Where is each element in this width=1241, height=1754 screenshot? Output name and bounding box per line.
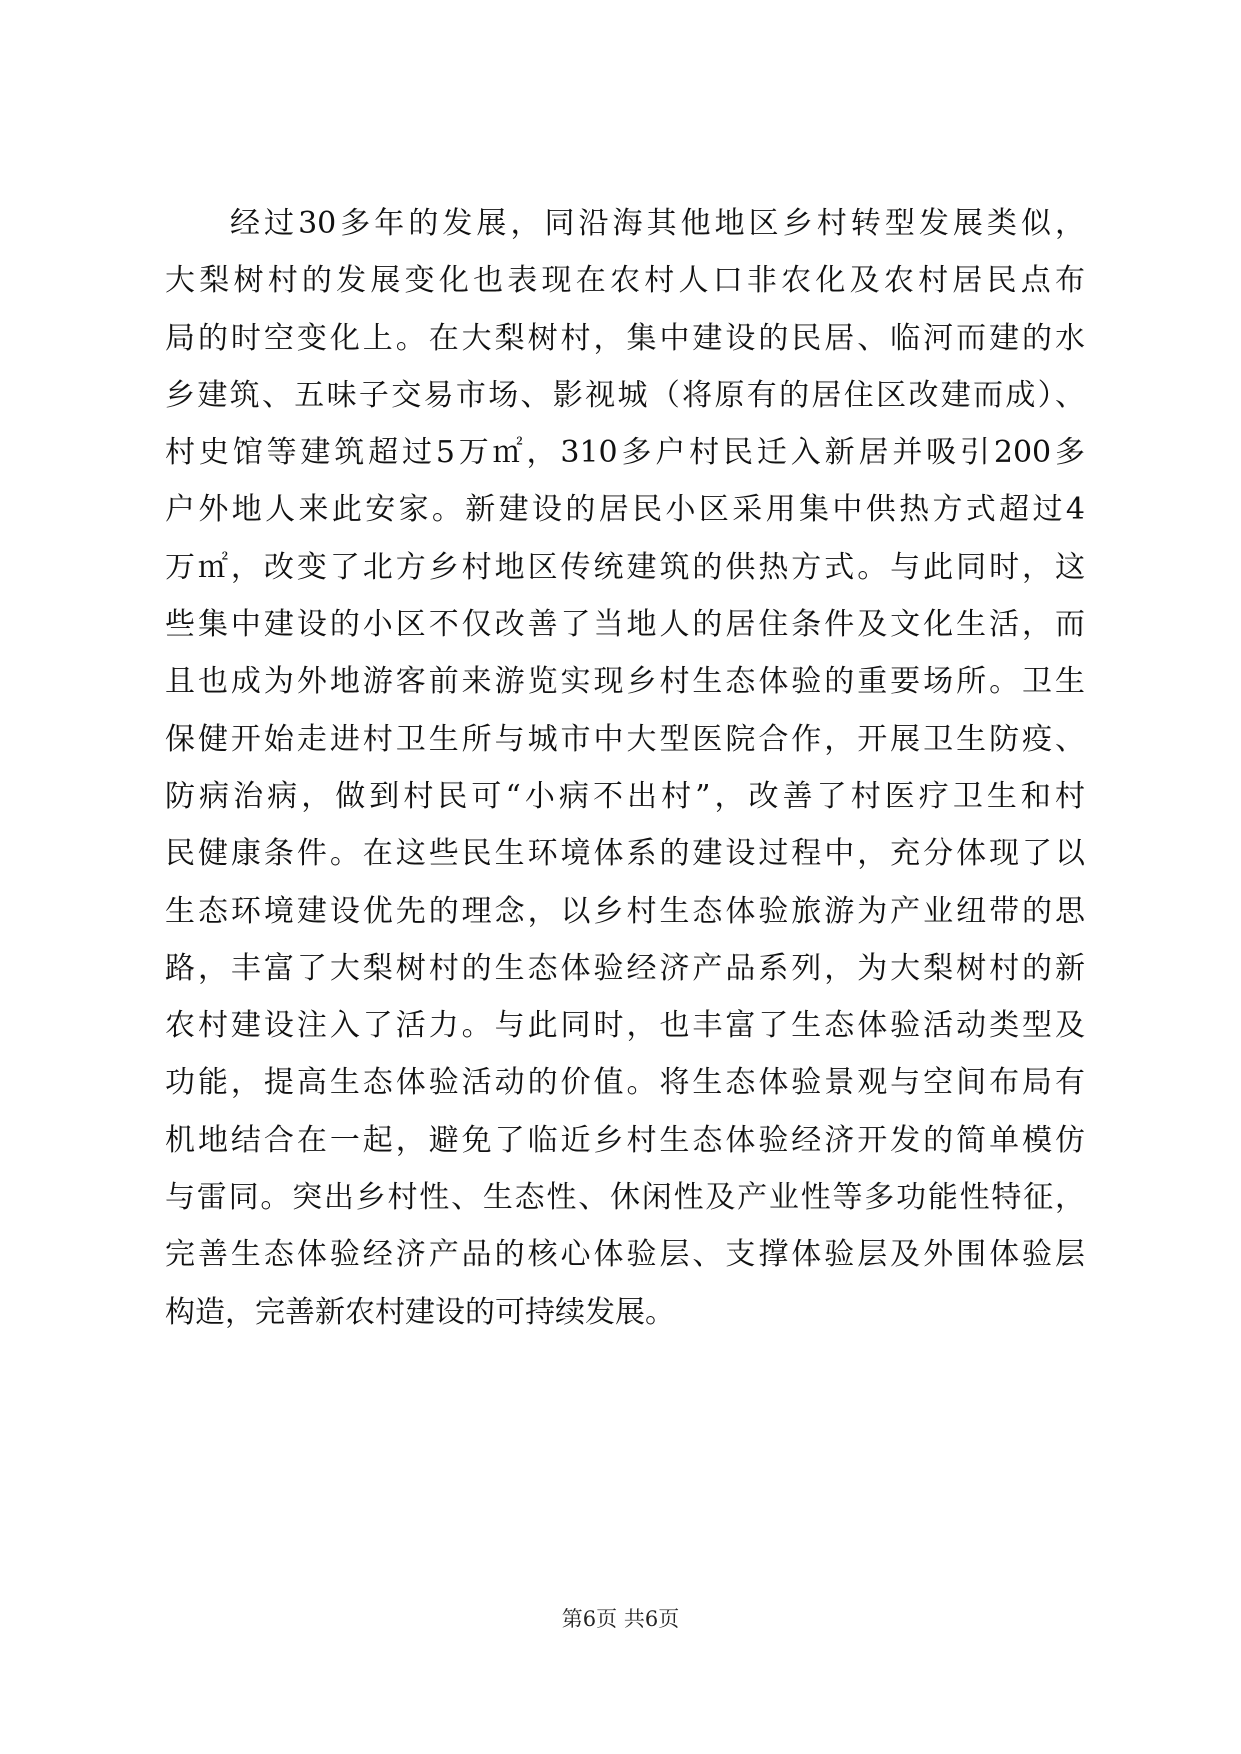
paragraph-line: 万㎡，改变了北方乡村地区传统建筑的供热方式。与此同时，这 (165, 549, 1085, 585)
body-paragraph (165, 195, 1085, 1341)
paragraph-line: 功能，提高生态体验活动的价值。将生态体验景观与空间布局有 (165, 1065, 1085, 1101)
paragraph-line: 大梨树村的发展变化也表现在农村人口非农化及农村居民点布 (165, 263, 1085, 299)
paragraph-line: 与雷同。突出乡村性、生态性、休闲性及产业性等多功能性特征， (165, 1180, 1085, 1216)
paragraph-line: 村史馆等建筑超过5万㎡，310多户村民迁入新居并吸引200多 (165, 435, 1085, 471)
paragraph-line: 民健康条件。在这些民生环境体系的建设过程中，充分体现了以 (165, 836, 1085, 872)
paragraph-line: 构造，完善新农村建设的可持续发展。 (165, 1294, 675, 1330)
paragraph-line: 户外地人来此安家。新建设的居民小区采用集中供热方式超过4 (165, 492, 1085, 528)
paragraph-line: 生态环境建设优先的理念，以乡村生态体验旅游为产业纽带的思 (165, 893, 1085, 929)
paragraph-line: 农村建设注入了活力。与此同时，也丰富了生态体验活动类型及 (165, 1008, 1085, 1044)
paragraph-line: 机地结合在一起，避免了临近乡村生态体验经济开发的简单模仿 (165, 1122, 1085, 1158)
paragraph-line: 路，丰富了大梨树村的生态体验经济产品系列，为大梨树村的新 (165, 950, 1085, 986)
page-number-footer: 第6页 共6页 (561, 1607, 680, 1631)
paragraph-line: 保健开始走进村卫生所与城市中大型医院合作，开展卫生防疫、 (165, 721, 1085, 757)
paragraph-line: 局的时空变化上。在大梨树村，集中建设的民居、临河而建的水 (165, 320, 1085, 356)
paragraph-line: 经过30多年的发展，同沿海其他地区乡村转型发展类似， (230, 206, 1085, 241)
paragraph-line: 乡建筑、五味子交易市场、影视城（将原有的居住区改建而成）、 (165, 377, 1085, 413)
paragraph-line: 完善生态体验经济产品的核心体验层、支撑体验层及外围体验层 (165, 1237, 1085, 1273)
paragraph-line: 且也成为外地游客前来游览实现乡村生态体验的重要场所。卫生 (165, 664, 1085, 700)
paragraph-line: 些集中建设的小区不仅改善了当地人的居住条件及文化生活，而 (165, 607, 1085, 643)
paragraph-line: 防病治病，做到村民可“小病不出村”，改善了村医疗卫生和村 (165, 778, 1085, 814)
